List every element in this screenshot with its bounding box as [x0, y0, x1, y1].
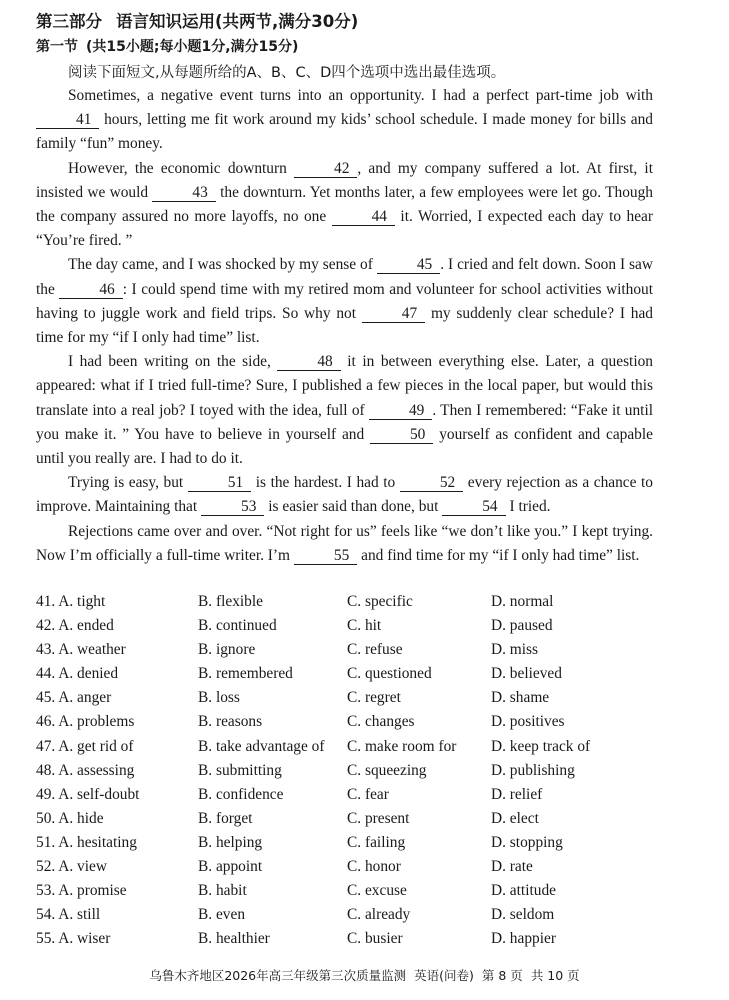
option-row: [36, 662, 696, 686]
option-a[interactable]: 41. A. tight: [36, 593, 106, 610]
option-c[interactable]: C. specific: [347, 593, 413, 610]
paragraph-4: [36, 350, 653, 471]
option-d[interactable]: D. attitude: [491, 882, 556, 900]
option-a[interactable]: 53. A. promise: [36, 882, 127, 900]
option-row: [36, 903, 696, 927]
passage-text: Sometimes, a negative event turns into an opportunity. I had a perfect part-time job with: [68, 87, 653, 104]
option-a[interactable]: 42. A. ended: [36, 617, 114, 635]
option-a[interactable]: 45. A. anger: [36, 689, 112, 707]
blank-51: 51: [188, 475, 251, 492]
paragraph-2: [36, 157, 653, 254]
paragraph-6: [36, 520, 653, 568]
option-c[interactable]: C. questioned: [347, 665, 432, 683]
option-d[interactable]: D. elect: [491, 809, 539, 827]
passage-text: hours, letting me fit work around my kids’ school schedule. I made money for bills and family “fun” money.: [36, 111, 653, 153]
blank-41: 41: [36, 112, 99, 129]
option-row: [36, 638, 696, 662]
option-b[interactable]: B. take advantage of: [198, 737, 325, 755]
option-b[interactable]: B. confidence: [198, 785, 284, 803]
option-c[interactable]: C. hit: [347, 617, 382, 635]
option-row: [36, 735, 696, 759]
option-a[interactable]: 49. A. self-doubt: [36, 785, 140, 803]
blank-46: 46: [59, 282, 122, 299]
passage-text: every rejection as a chance to improve. Maintaining that: [36, 474, 653, 516]
passage-text: and find time for my “if I only had time” list.: [361, 546, 640, 564]
passage-text: . I cried and felt down. Soon I saw the: [36, 256, 653, 298]
option-a[interactable]: 54. A. still: [36, 906, 101, 924]
passage-text: the downturn. Yet months later, a few employees were let go. Though the company assured no more layoffs, no one: [36, 183, 653, 226]
blank-44: 44: [332, 209, 395, 226]
option-a[interactable]: 46. A. problems: [36, 713, 135, 731]
blank-48: 48: [277, 354, 340, 371]
blank-53: 53: [201, 499, 264, 516]
option-c[interactable]: C. busier: [347, 930, 403, 948]
blank-49: 49: [369, 403, 432, 420]
option-b[interactable]: B. habit: [198, 882, 247, 900]
blank-54: 54: [442, 499, 505, 516]
passage-text: . Then I remembered: “Fake it until you make it. ” You have to believe in yourself and: [36, 401, 653, 443]
option-row: [36, 710, 696, 734]
part-heading: [36, 8, 358, 32]
blank-43: 43: [152, 185, 215, 202]
cloze-passage: [36, 84, 653, 568]
page-number: 第 8 页: [481, 968, 523, 983]
total-pages: 共 10 页: [530, 968, 580, 983]
option-b[interactable]: B. submitting: [198, 761, 282, 779]
option-b[interactable]: B. helping: [198, 833, 263, 851]
option-d[interactable]: D. keep track of: [491, 737, 591, 755]
page-footer: [0, 966, 729, 984]
option-a[interactable]: 43. A. weather: [36, 641, 126, 659]
part-title: 语言知识运用(共两节,满分30分): [116, 12, 359, 31]
blank-42: 42: [294, 161, 357, 178]
option-d[interactable]: D. happier: [491, 930, 556, 948]
part-label: 第三部分: [36, 12, 102, 31]
option-d[interactable]: D. shame: [491, 689, 550, 707]
option-a[interactable]: 55. A. wiser: [36, 930, 111, 948]
instruction: 阅读下面短文,从每题所给的A、B、C、D四个选项中选出最佳选项。: [68, 65, 506, 81]
passage-text: Rejections came over and over. “Not right for us” feels like “we don’t like you.” I kept trying. Now I’m officially a full-time writer. I’m: [36, 522, 653, 564]
option-c[interactable]: C. make room for: [347, 737, 457, 755]
passage-text: , and my company suffered a lot. At first, it insisted we would: [36, 159, 653, 201]
option-b[interactable]: B. flexible: [198, 593, 263, 610]
option-row: [36, 590, 696, 614]
option-c[interactable]: C. honor: [347, 858, 401, 876]
option-d[interactable]: D. stopping: [491, 833, 563, 851]
option-row: [36, 807, 696, 831]
blank-50: 50: [370, 427, 433, 444]
section-label: 第一节: [36, 39, 78, 55]
blank-45: 45: [377, 257, 440, 274]
option-d[interactable]: D. believed: [491, 665, 562, 683]
option-d[interactable]: D. paused: [491, 617, 553, 635]
option-b[interactable]: B. remembered: [198, 665, 293, 683]
blank-47: 47: [362, 306, 425, 323]
passage-text: Trying is easy, but: [68, 474, 184, 492]
passage-text: However, the economic downturn: [68, 159, 287, 177]
option-c[interactable]: C. squeezing: [347, 761, 427, 779]
option-a[interactable]: 50. A. hide: [36, 809, 104, 827]
option-b[interactable]: B. appoint: [198, 858, 263, 876]
option-d[interactable]: D. rate: [491, 858, 533, 876]
passage-text: I had been writing on the side,: [68, 353, 271, 371]
exam-name: 乌鲁木齐地区2026年高三年级第三次质量监测: [149, 968, 407, 983]
section-note: (共15小题;每小题1分,满分15分): [86, 39, 299, 55]
option-a[interactable]: 47. A. get rid of: [36, 737, 134, 755]
option-c[interactable]: C. excuse: [347, 882, 407, 900]
blank-55: 55: [294, 548, 357, 565]
subject-label: 英语(问卷): [414, 968, 474, 983]
option-row: [36, 855, 696, 879]
option-a[interactable]: 44. A. denied: [36, 665, 119, 683]
option-d[interactable]: D. positives: [491, 713, 565, 731]
option-c[interactable]: C. already: [347, 906, 411, 924]
blank-52: 52: [400, 475, 463, 492]
option-d[interactable]: D. seldom: [491, 906, 555, 924]
paragraph-1: [36, 84, 653, 157]
option-b[interactable]: B. loss: [198, 689, 240, 707]
option-row: [36, 686, 696, 710]
option-b[interactable]: B. ignore: [198, 641, 256, 659]
paragraph-3: [36, 253, 653, 350]
option-b[interactable]: B. healthier: [198, 930, 270, 948]
option-a[interactable]: 51. A. hesitating: [36, 833, 137, 851]
option-a[interactable]: 52. A. view: [36, 858, 107, 876]
option-b[interactable]: B. even: [198, 906, 246, 924]
option-d[interactable]: D. relief: [491, 785, 543, 803]
passage-text: : I could spend time with my retired mom and volunteer for school activities without having to juggle work and field trips. So why not: [36, 280, 653, 322]
passage-text: it in between everything else. Later, a question appeared: what if I tried full-time? Sure, I published a few pieces in the local paper, but would this translate into a real job? I toyed with the idea, full of: [36, 353, 653, 419]
section-heading: [36, 36, 298, 56]
option-d[interactable]: D. normal: [491, 593, 554, 610]
passage-text: I tried.: [509, 498, 551, 516]
option-row: [36, 927, 696, 951]
option-row: [36, 614, 696, 638]
option-d[interactable]: D. publishing: [491, 761, 575, 779]
option-b[interactable]: B. reasons: [198, 713, 263, 731]
passage-text: it. Worried, I expected each day to hear “You’re fired. ”: [36, 208, 653, 250]
option-b[interactable]: B. forget: [198, 809, 253, 827]
passage-text: is easier said than done, but: [268, 498, 439, 516]
option-row: [36, 783, 696, 807]
answer-options: [36, 590, 696, 951]
passage-text: is the hardest. I had to: [255, 474, 396, 492]
option-row: [36, 831, 696, 855]
passage-text: my suddenly clear schedule? I had time for my “if I only had time” list.: [36, 304, 653, 347]
option-a[interactable]: 48. A. assessing: [36, 761, 135, 779]
option-c[interactable]: C. regret: [347, 689, 401, 707]
option-c[interactable]: C. changes: [347, 713, 415, 731]
paragraph-5: [36, 471, 653, 519]
option-d[interactable]: D. miss: [491, 641, 539, 659]
option-c[interactable]: C. present: [347, 809, 410, 827]
option-c[interactable]: C. failing: [347, 833, 406, 851]
option-row: [36, 879, 696, 903]
option-row: [36, 759, 696, 783]
option-c[interactable]: C. fear: [347, 785, 389, 803]
option-b[interactable]: B. continued: [198, 617, 277, 635]
option-c[interactable]: C. refuse: [347, 641, 403, 659]
passage-text: yourself as confident and capable until you really are. I had to do it.: [36, 425, 653, 468]
passage-text: The day came, and I was shocked by my sense of: [68, 256, 373, 274]
